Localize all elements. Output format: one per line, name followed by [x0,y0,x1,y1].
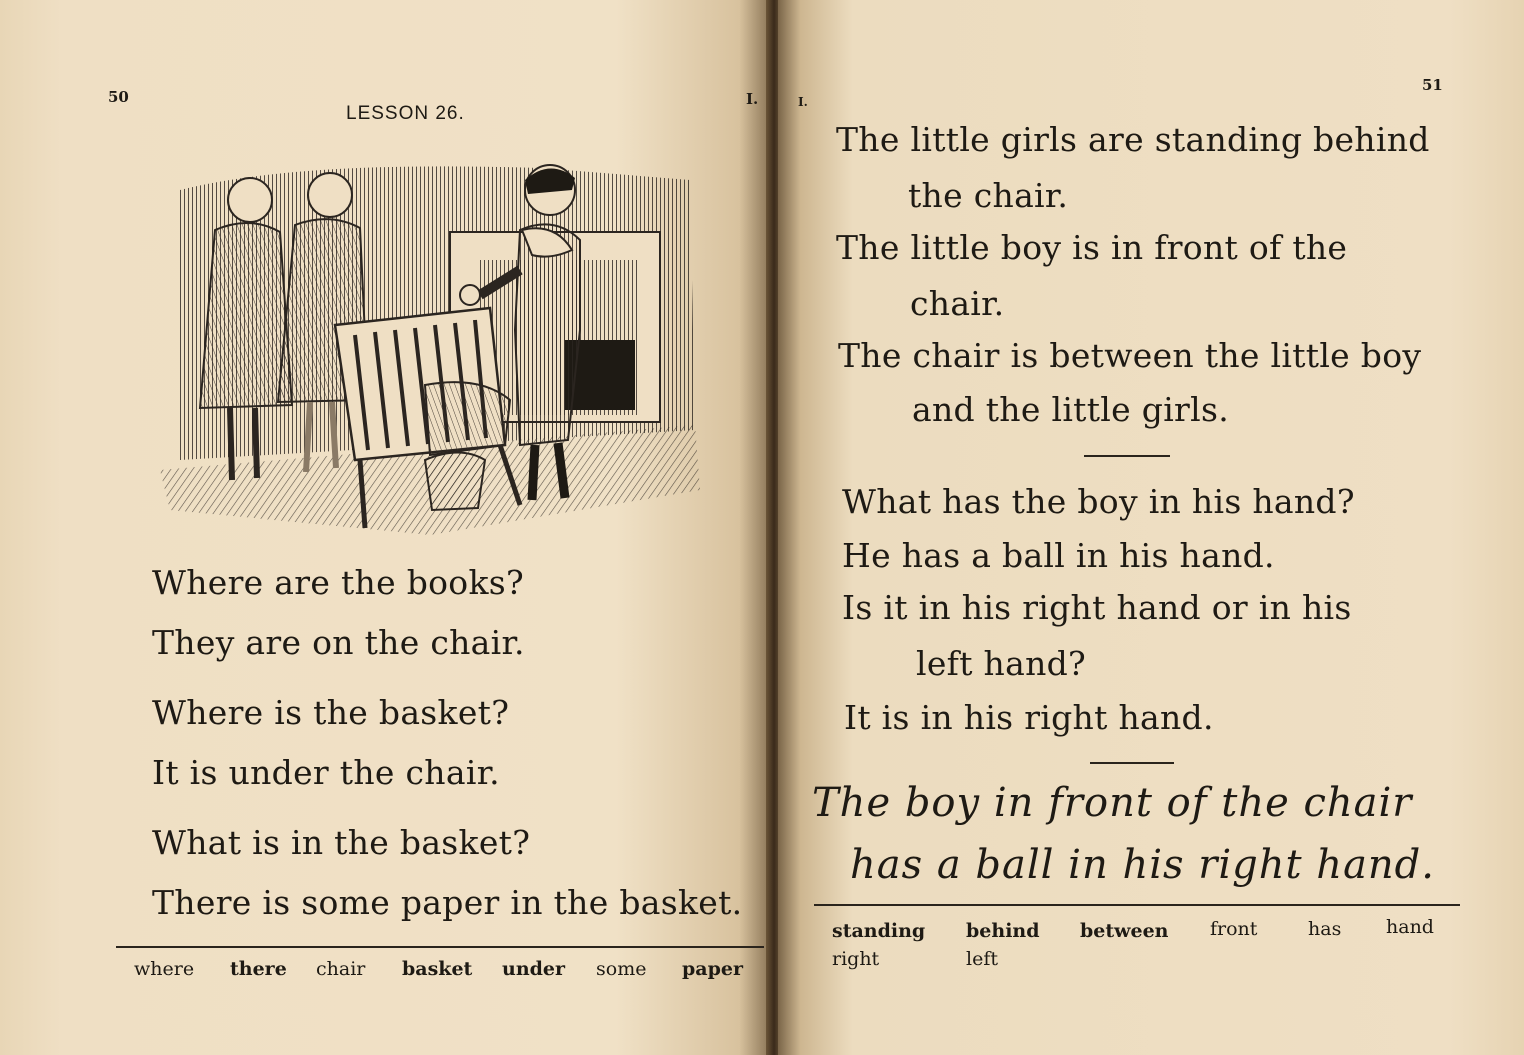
right-line-5: The chair is between the little boy [838,336,1422,375]
right-line-9: Is it in his right hand or in his [842,588,1352,627]
left-vocab-word: basket [402,958,473,980]
right-section-rule-1 [1084,455,1170,457]
right-section-rule-2 [1090,762,1174,764]
left-line-3: Where is the basket? [152,693,510,732]
right-vocab-word: between [1080,920,1169,942]
chair-seat-books [425,382,510,455]
script-line-2: has a ball in his right hand. [850,842,1435,888]
right-signature-mark: I. [798,95,808,109]
girl-right-head [308,173,352,217]
left-line-2: They are on the chair. [152,623,525,662]
left-vocab-word: under [502,958,566,980]
right-vocab-word: front [1210,918,1258,940]
ball-in-hand [460,285,480,305]
left-vocab-word: chair [316,958,366,980]
right-vocab-word: standing [832,920,926,942]
right-vocab-word: has [1308,918,1342,940]
right-line-4: chair. [910,284,1005,323]
left-page-number: 50 [108,88,129,106]
left-signature-mark: I. [746,90,759,108]
right-line-2: the chair. [908,176,1069,215]
right-line-7: What has the boy in his hand? [842,482,1355,521]
girl-left-coat [200,223,292,408]
right-vocab-word: left [966,948,998,970]
lesson-title: LESSON 26. [346,103,465,124]
left-line-1: Where are the books? [152,563,524,602]
right-page [778,0,1524,1055]
right-line-8: He has a ball in his hand. [842,536,1275,575]
right-vocab-word: hand [1386,916,1434,938]
right-page-number: 51 [1422,76,1443,94]
right-vocabulary-rule [814,904,1460,906]
lesson-illustration [160,160,700,540]
right-line-10: left hand? [916,644,1087,683]
left-vocabulary-rule [116,946,764,948]
left-vocab-word: paper [682,958,743,980]
right-line-11: It is in his right hand. [844,698,1214,737]
left-vocab-word: some [596,958,647,980]
basket [425,453,485,511]
right-line-3: The little boy is in front of the [836,228,1348,267]
right-vocab-word: right [832,948,880,970]
left-line-6: There is some paper in the basket. [152,883,743,922]
left-vocab-word: there [230,958,287,980]
girl-left-head [228,178,272,222]
left-vocab-word: where [134,958,195,980]
right-line-1: The little girls are standing behind [836,120,1430,159]
right-line-6: and the little girls. [912,390,1230,429]
left-line-4: It is under the chair. [152,753,500,792]
left-line-5: What is in the basket? [152,823,531,862]
right-vocab-word: behind [966,920,1040,942]
script-line-1: The boy in front of the chair [812,780,1413,826]
